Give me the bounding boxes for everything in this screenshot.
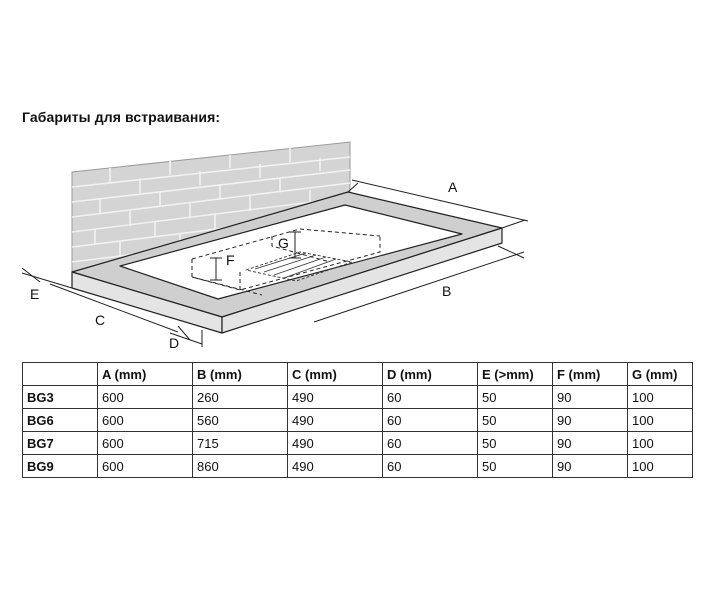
label-b: B	[442, 283, 452, 299]
table-cell: 60	[383, 409, 478, 432]
table-cell: 260	[193, 386, 288, 409]
header-cell: F (mm)	[553, 363, 628, 386]
table-cell: 715	[193, 432, 288, 455]
header-cell: G (mm)	[628, 363, 693, 386]
label-f: F	[226, 252, 235, 268]
dimensions-table	[22, 362, 693, 478]
table-cell: 50	[478, 386, 553, 409]
table-cell: 860	[193, 455, 288, 478]
table-cell: 50	[478, 409, 553, 432]
table-cell: 490	[288, 386, 383, 409]
table-cell: 90	[553, 432, 628, 455]
label-a: A	[448, 179, 458, 195]
label-c: C	[95, 312, 106, 328]
table-row	[23, 455, 693, 478]
installation-diagram	[0, 130, 710, 355]
table-cell: 60	[383, 386, 478, 409]
table-cell: 600	[98, 432, 193, 455]
header-cell: E (>mm)	[478, 363, 553, 386]
header-cell: C (mm)	[288, 363, 383, 386]
page-title: Габариты для встраивания:	[22, 109, 221, 125]
table-cell: 490	[288, 409, 383, 432]
table-cell: 100	[628, 386, 693, 409]
label-e: E	[30, 286, 40, 302]
table-cell: 600	[98, 409, 193, 432]
header-cell: B (mm)	[193, 363, 288, 386]
table-cell: 60	[383, 432, 478, 455]
table-cell: 100	[628, 455, 693, 478]
model-cell: BG3	[23, 386, 98, 409]
table-cell: 90	[553, 386, 628, 409]
table-cell: 100	[628, 432, 693, 455]
table-cell: 60	[383, 455, 478, 478]
table-cell: 90	[553, 409, 628, 432]
table-cell: 90	[553, 455, 628, 478]
table-row	[23, 409, 693, 432]
table-cell: 600	[98, 386, 193, 409]
table-cell: 490	[288, 455, 383, 478]
header-cell: A (mm)	[98, 363, 193, 386]
table-cell: 100	[628, 409, 693, 432]
header-cell: D (mm)	[383, 363, 478, 386]
table-header-row	[23, 363, 693, 386]
table-cell: 600	[98, 455, 193, 478]
model-cell: BG7	[23, 432, 98, 455]
table-cell: 560	[193, 409, 288, 432]
table-cell: 50	[478, 455, 553, 478]
table-row	[23, 386, 693, 409]
label-g: G	[278, 235, 289, 251]
model-cell: BG9	[23, 455, 98, 478]
table-cell: 50	[478, 432, 553, 455]
header-cell	[23, 363, 98, 386]
label-d: D	[169, 335, 180, 351]
model-cell: BG6	[23, 409, 98, 432]
table-row	[23, 432, 693, 455]
table-cell: 490	[288, 432, 383, 455]
